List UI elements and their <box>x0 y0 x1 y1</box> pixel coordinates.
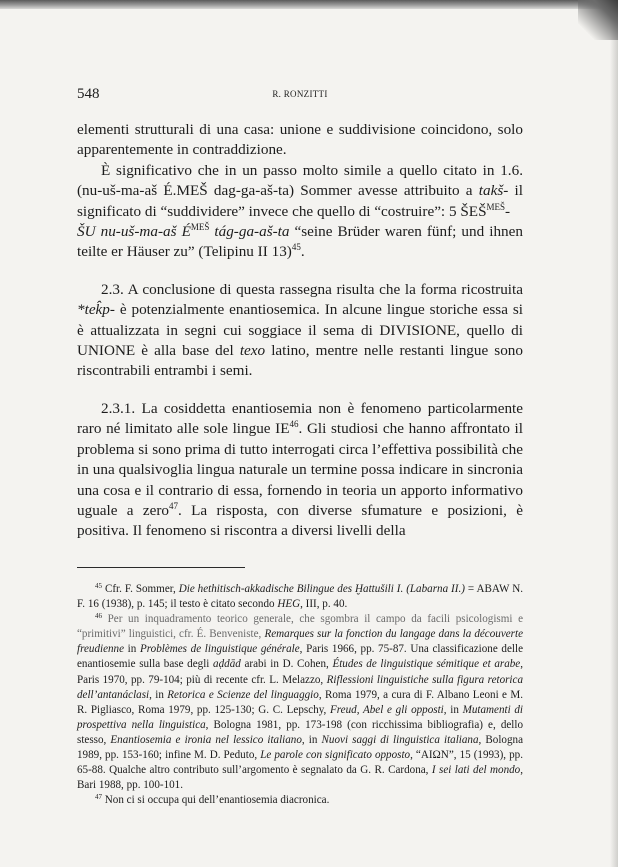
scan-right-edge <box>610 0 618 867</box>
reconstructed-form: *tek̂p- <box>77 301 115 319</box>
main-text <box>77 120 523 542</box>
page-number: 548 <box>77 86 100 102</box>
hittite-word-taks: takš- <box>478 182 509 200</box>
footnote-ref-45[interactable]: 45 <box>291 242 301 253</box>
page-header <box>77 86 523 106</box>
scan-corner-shadow <box>578 0 618 40</box>
paragraph-section-2-3: 2.3. A conclusione di questa rassegna risulta che la forma ricostruita *tek̂p- è potenzialmente enantiosemica. In alcune lingue storiche essa si è attualizzata in segni cui soggiace il sema di DIVISIONE, quello di UNIONE è alla base del texo latino, mentre nelle restanti lingue sono riscontrabili entrambi i semi. <box>77 280 523 380</box>
footnote-45: $^{45}$ Cfr. F. Sommer, Die hethitisch-akkadische Bilingue des Ḫattušili I. (Labarna II.) = ABAW N. F. 16 (1938), p. 145; il testo è citato secondo HEG, III, p. 40. <box>77 582 523 611</box>
footnotes <box>77 582 523 808</box>
footnote-46: $^{46}$ Per un inquadramento teorico generale, che sgombra il campo da facili psicologismi e “primitivi” linguistici, cfr. É. Benveniste, Remarques sur la fonction du langage dans la découverte freudienne in Problèmes de linguistique générale, Paris 1966, pp. 75-87. Una classificazione delle enantiosemie sulla base degli aḍdād arabi in D. Cohen, Études de linguistique sémitique et arabe, Paris 1970, pp. 79-104; più di recente cfr. L. Melazzo, Riflessioni linguistiche sulla figura retorica dell’antanáclasi, in Retorica e Scienze del linguaggio, Roma 1979, a cura di F. Albano Leoni e M. R. Pigliasco, Roma 1979, pp. 125-130; G. C. Lepschy, Freud, Abel e gli opposti, in Mutamenti di prospettiva nella linguistica, Bologna 1981, pp. 173-198 (con ricchissima bibliografia) e, dello stesso, Enantiosemia e ironia nel lessico italiano, in Nuovi saggi di linguistica italiana, Bologna 1989, pp. 153-160; infine M. D. Peduto, Le parole con significato opposto, “ΑΙΩΝ”, 15 (1993), pp. 65-88. Qualche altro contributo sull’argomento è segnalato da G. R. Cardona, I sei lati del mondo, Bari 1988, pp. 100-101. <box>77 612 524 792</box>
footnote-ref-46[interactable]: 46 <box>289 419 299 430</box>
scan-top-edge <box>0 0 618 9</box>
running-head: R. RONZITTI <box>272 89 328 99</box>
paragraph-section-2-3-1: 2.3.1. La cosiddetta enantiosemia non è fenomeno particolarmente raro né limitato alle sole lingue IE$^{46}$. Gli studiosi che hanno affrontato il problema si sono prima di tutto interrogati circa l’effettiva possibilità che in una qualsivoglia lingua naturale un termine possa indicare in sincronia una cosa e il contrario di essa, fornendo in teoria un apporto informativo uguale a zero$^{47}$. La risposta, con diverse sfumature e posizioni, è positiva. Il fenomeno si riscontra a diversi livelli della <box>77 399 524 540</box>
footnote-47: $^{47}$ Non ci si occupa qui dell’enantiosemia diacronica. <box>95 793 330 807</box>
footnote-separator <box>77 567 245 568</box>
hittite-quote: ŠU nu-uš-ma-aš É <box>77 223 191 241</box>
footnote-ref-47[interactable]: 47 <box>169 500 179 511</box>
paragraph-continuation: elementi strutturali di una casa: unione e suddivisione coincidono, solo apparentemente in contraddizione. <box>77 121 523 159</box>
paragraph-sommer: È significativo che in un passo molto simile a quello citato in 1.6. (nu-uš-ma-aš É.MEŠ dag-ga-aš-ta) Sommer avesse attribuito a takš- il significato di “suddividere” invece che quello di “costruire”: 5 $ŠEŠ^{MEŠ}-$ ŠU nu-uš-ma-aš $É^{MEŠ}$ tág-ga-aš-ta “seine Brüder waren fünf; und ihnen teilte er Häuser zu” (Telipinu II 13)$^{45}$. <box>77 161 523 261</box>
latin-word-texo: texo <box>239 342 266 360</box>
